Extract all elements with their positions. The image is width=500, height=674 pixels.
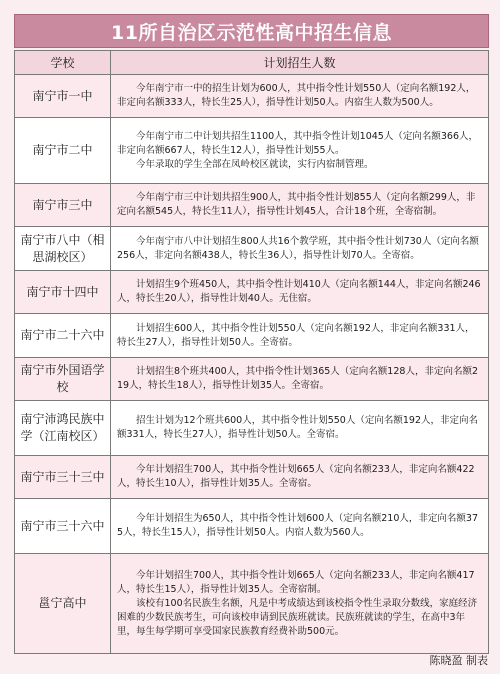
- table-row: [15, 499, 489, 554]
- school-name: 南宁市二中: [15, 118, 111, 184]
- header-school: 学校: [15, 51, 111, 75]
- plan-text: 今年录取的学生全部在凤岭校区就读，实行内宿制管理。: [136, 158, 374, 170]
- school-name: 南宁沛鸿民族中学（江南校区）: [15, 401, 111, 456]
- plan-cell: [111, 271, 489, 314]
- plan-cell: [111, 314, 489, 358]
- school-name: 南宁市三十三中: [15, 456, 111, 499]
- plan-text: 今年南宁市三中计划共招生900人，其中指令性计划855人（定向名额299人，非定向名额545人，特长生11人），指导性计划45人，合计18个班，全寄宿制。: [117, 192, 476, 217]
- school-name: 南宁市三十六中: [15, 499, 111, 554]
- table-row: [15, 118, 489, 184]
- plan-text: 今年计划招生700人，其中指令性计划665人（定向名额233人，非定向名额417人，特长生15人），指导性计划35人。全寄宿制。: [117, 569, 475, 595]
- header-plan: 计划招生人数: [111, 51, 489, 75]
- table-row: [15, 456, 489, 499]
- plan-text: 今年南宁市八中计划招生800人共16个教学班，其中指令性计划730人（定向名额256人，非定向名额438人，特长生36人），指导性计划70人。全寄宿。: [117, 235, 479, 261]
- plan-text: 计划招生9个班450人，其中指令性计划410人（定向名额144人，非定向名额246人，特长生20人），指导性计划40人。无住宿。: [117, 279, 481, 304]
- table-row: [15, 271, 489, 314]
- school-name: 南宁市一中: [15, 75, 111, 118]
- plan-text: 计划招生8个班共400人，其中指令性计划365人（定向名额128人，非定向名额219人，特长生18人），指导性计划35人。全寄宿。: [117, 366, 478, 391]
- plan-cell: [111, 499, 489, 554]
- table-row: [15, 227, 489, 271]
- plan-text: 该校有100名民族生名额，凡是中考成绩达到该校指令性生录取分数线，家庭经济困难的少数民族考生，可向该校申请到民族班就读。民族班就读的学生，在高中3年里，每生每学期可享受国家民族教育经费补助500元。: [117, 597, 478, 637]
- table-row: [15, 75, 489, 118]
- plan-cell: [111, 118, 489, 184]
- enrollment-table: [14, 50, 489, 654]
- plan-text: 今年南宁市二中计划共招生1100人，其中指令性计划1045人（定向名额366人，非定向名额667人，特长生12人），指导性计划55人。: [117, 130, 478, 156]
- plan-cell: [111, 227, 489, 271]
- title-bar: [14, 14, 489, 48]
- table-row: [15, 314, 489, 358]
- school-name: 南宁市八中（相思湖校区）: [15, 227, 111, 271]
- table-row: [15, 184, 489, 227]
- table-header-row: [15, 51, 489, 75]
- plan-cell: [111, 554, 489, 654]
- school-name: 南宁市二十六中: [15, 314, 111, 358]
- page-title: 11所自治区示范性高中招生信息: [111, 21, 392, 44]
- school-name: 南宁市三中: [15, 184, 111, 227]
- school-name: 邕宁高中: [15, 554, 111, 654]
- plan-cell: [111, 401, 489, 456]
- plan-text: 今年南宁市一中的招生计划为600人，其中指令性计划550人（定向名额192人，非定向名额333人，特长生25人），指导性计划50人。内宿生人数为500人。: [117, 83, 476, 108]
- plan-cell: [111, 456, 489, 499]
- table-row: [15, 554, 489, 654]
- plan-text: 计划招生600人，其中指令性计划550人（定向名额192人，非定向名额331人，特长生27人），指导性计划50人。全寄宿。: [117, 322, 475, 348]
- table-row: [15, 358, 489, 401]
- plan-text: 招生计划为12个班共600人，其中指令性计划550人（定向名额192人，非定向名额331人，特长生27人），指导性计划50人。全寄宿。: [117, 415, 478, 440]
- plan-cell: [111, 358, 489, 401]
- school-name: 南宁市十四中: [15, 271, 111, 314]
- credit: 陈晓盈 制表: [429, 654, 488, 667]
- plan-text: 今年计划招生700人，其中指令性计划665人（定向名额233人，非定向名额422人，特长生10人），指导性计划35人。全寄宿。: [117, 464, 475, 489]
- plan-cell: [111, 75, 489, 118]
- plan-text: 今年计划招生为650人，其中指令性计划600人（定向名额210人，非定向名额375人，特长生15人），指导性计划50人。内宿人数为560人。: [117, 513, 478, 538]
- school-name: 南宁市外国语学校: [15, 358, 111, 401]
- plan-cell: [111, 184, 489, 227]
- table-row: [15, 401, 489, 456]
